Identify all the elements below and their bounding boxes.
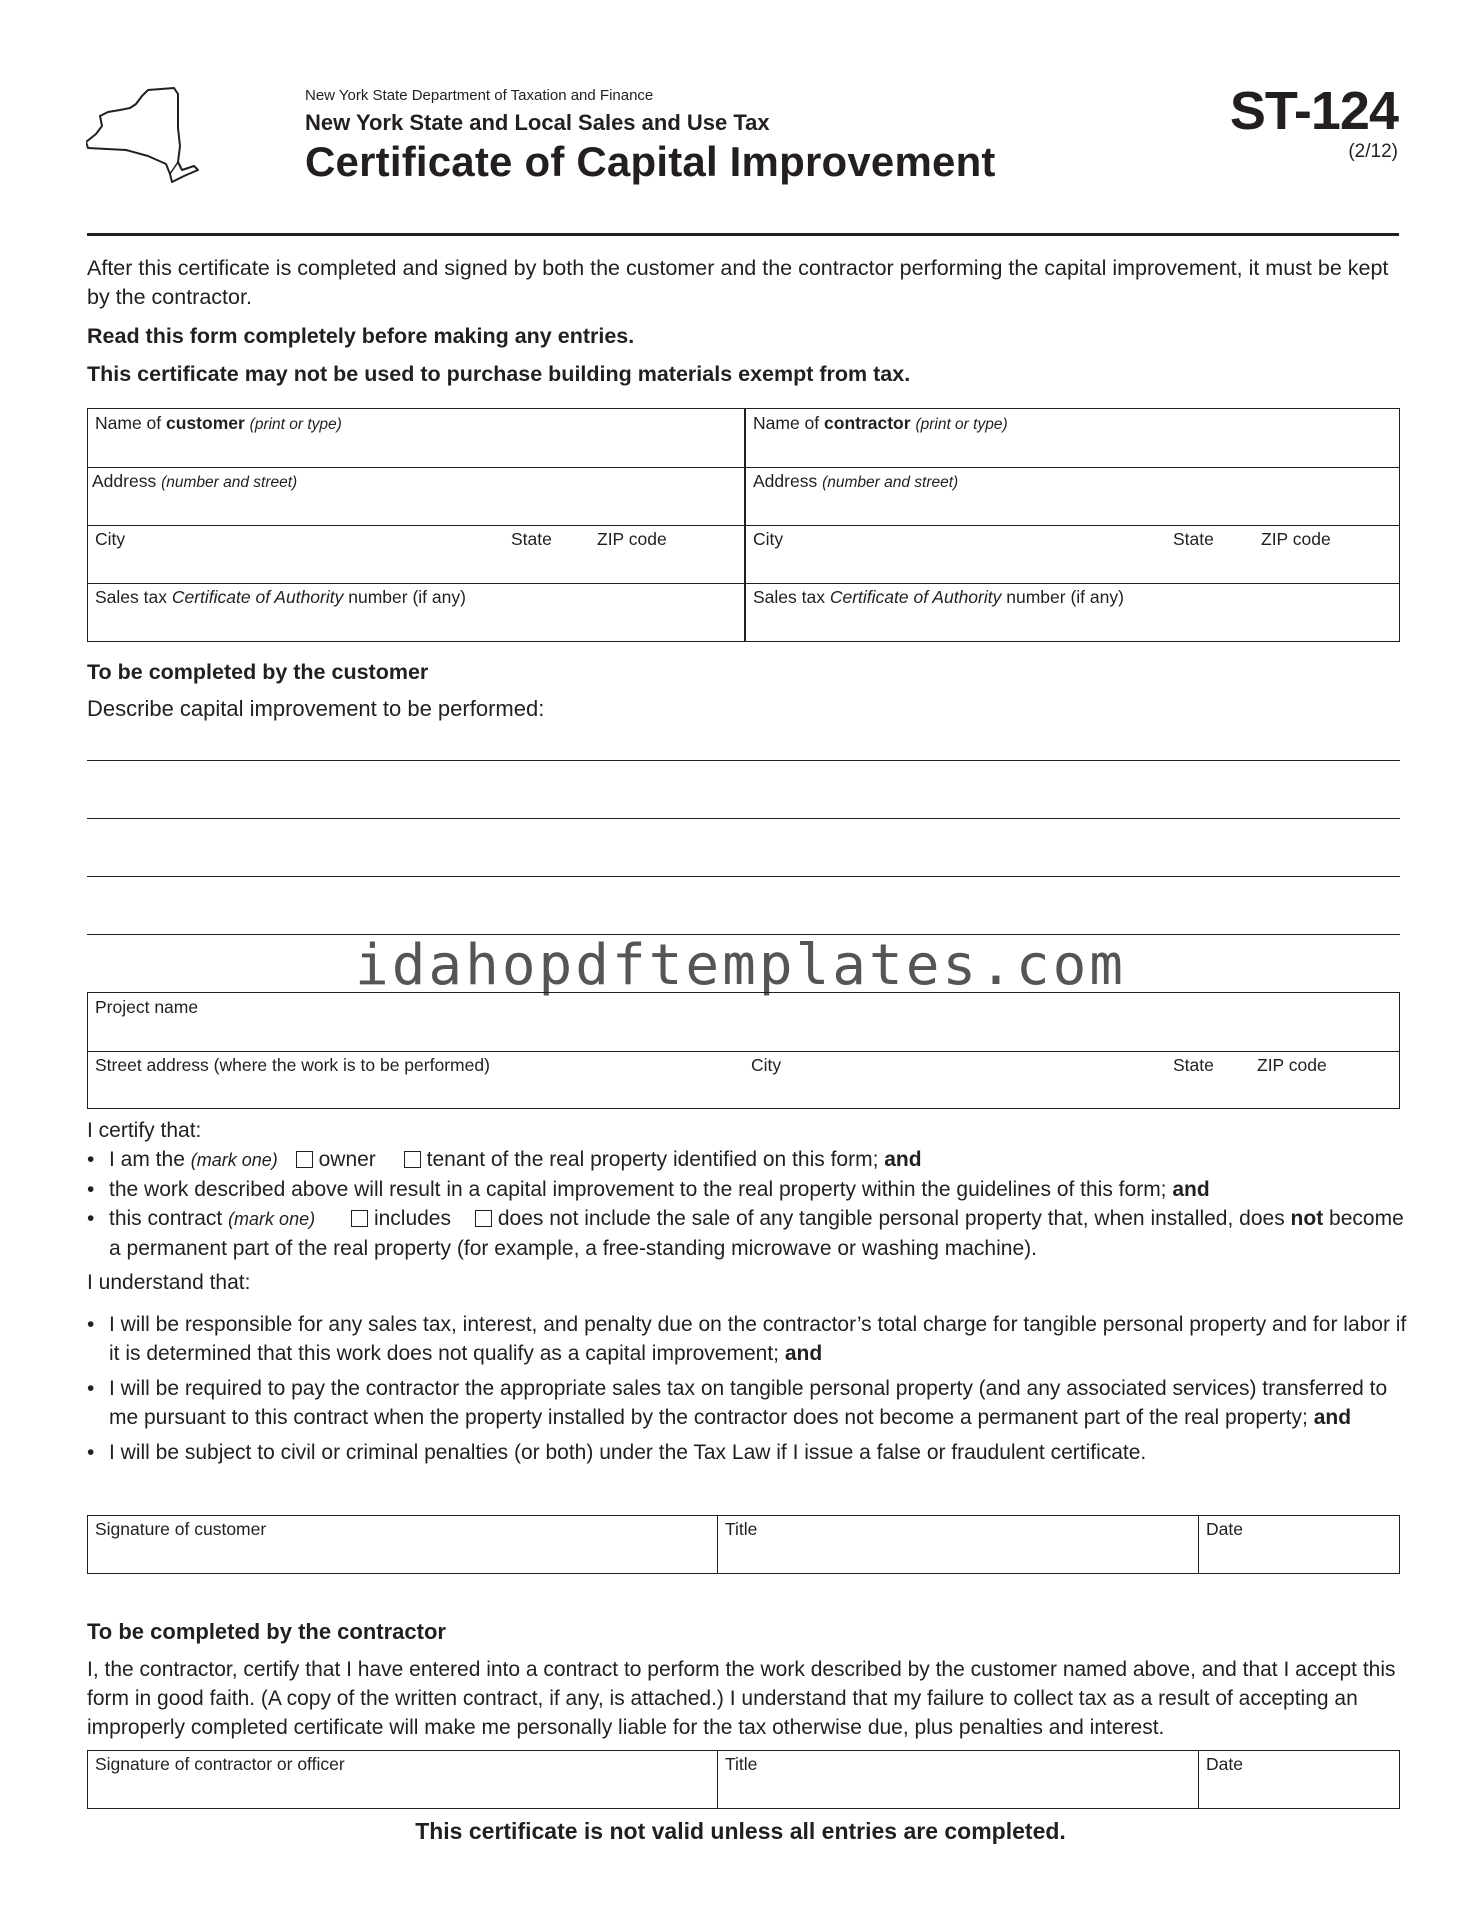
- description-line-2[interactable]: [87, 818, 1400, 819]
- customer-name-field[interactable]: [88, 409, 744, 467]
- intro-text: After this certificate is completed and signed by both the customer and the contractor performing the capital improvement, it must be kept by the contractor.: [87, 256, 1389, 309]
- label-text: Address: [753, 471, 818, 491]
- understand-item-penalties: [87, 1438, 1407, 1467]
- form-revision: (2/12): [1348, 141, 1398, 162]
- label-text: Title: [725, 1754, 758, 1774]
- validity-notice: This certificate is not valid unless all entries are completed.: [415, 1818, 1066, 1844]
- not-include-label: does not include the sale of any tangible personal property that, when installed, does: [497, 1207, 1285, 1230]
- party-info-grid: [87, 408, 1400, 642]
- label-text: contractor: [824, 413, 911, 433]
- certify-item-contract: [87, 1204, 1407, 1263]
- not-include-checkbox[interactable]: [475, 1210, 492, 1227]
- form-title: Certificate of Capital Improvement: [305, 138, 996, 185]
- description-line-3[interactable]: [87, 876, 1400, 877]
- owner-checkbox[interactable]: [296, 1151, 313, 1168]
- watermark: idahopdftemplates.com: [354, 933, 1126, 998]
- label-text: Date: [1206, 1519, 1243, 1539]
- header-divider: [87, 233, 1399, 236]
- agency-name: New York State Department of Taxation and Finance: [305, 87, 654, 104]
- customer-section-heading: To be completed by the customer: [87, 660, 429, 684]
- contractor-section-heading: To be completed by the contractor: [87, 1619, 446, 1644]
- tenant-label: tenant of the real property identified on this form;: [426, 1148, 879, 1171]
- certify-list: [87, 1145, 1407, 1263]
- contractor-city-field[interactable]: [746, 525, 1146, 583]
- item-text: this contract: [109, 1207, 223, 1230]
- customer-city-field[interactable]: [88, 525, 488, 583]
- label-text: Project name: [95, 997, 199, 1017]
- contractor-signature-grid: [87, 1750, 1400, 1809]
- label-text: customer: [166, 413, 245, 433]
- contractor-state-field[interactable]: [1166, 525, 1246, 583]
- label-text: State: [511, 529, 552, 549]
- label-text: Certificate of Authority: [171, 587, 344, 607]
- mark-one-hint: (mark one): [228, 1209, 316, 1229]
- and-text: and: [1172, 1178, 1210, 1201]
- label-text: number (if any): [348, 587, 466, 607]
- label-text: State: [1173, 529, 1214, 549]
- item-text: I am the: [109, 1148, 185, 1171]
- customer-signature-field[interactable]: [88, 1516, 718, 1573]
- contractor-certification-text: I, the contractor, certify that I have entered into a contract to perform the work described by the customer named above, and that I accept this form in good faith. (A copy of the written contract, if any, is attached.) I understand that my failure to collect tax as a result of accepting an improperly completed certificate will make me personally liable for the tax otherwise due, plus penalties and interest.: [87, 1658, 1396, 1739]
- read-notice: Read this form completely before making any entries.: [87, 324, 635, 348]
- label-text: Sales tax: [753, 587, 825, 607]
- label-text: ZIP code: [1261, 529, 1331, 549]
- item-text: I will be required to pay the contractor the appropriate sales tax on tangible personal property (and any associated services) transferred to me pursuant to this contract when the property installed by the contractor does not become a permanent part of the real property;: [109, 1377, 1388, 1429]
- contractor-zip-field[interactable]: [1254, 525, 1394, 583]
- customer-zip-field[interactable]: [590, 525, 740, 583]
- ny-state-outline-icon: [86, 86, 206, 186]
- label-text: number (if any): [1006, 587, 1124, 607]
- form-number: ST-124: [1229, 81, 1398, 141]
- label-hint: (print or type): [249, 416, 342, 433]
- contractor-coa-field[interactable]: [746, 583, 1399, 641]
- project-street-field[interactable]: [88, 1051, 728, 1108]
- label-text: Signature of customer: [95, 1519, 267, 1539]
- understand-list: [87, 1310, 1407, 1467]
- project-zip-field[interactable]: [1250, 1051, 1390, 1108]
- contractor-date-field[interactable]: [1199, 1751, 1399, 1808]
- understand-intro: I understand that:: [87, 1271, 251, 1294]
- understand-item-payment: [87, 1374, 1407, 1432]
- item-text: I will be responsible for any sales tax, interest, and penalty due on the contractor’s total charge for tangible personal property and for labor if it is determined that this work does not qualify as a capital improvement;: [109, 1313, 1407, 1365]
- label-text: City: [95, 529, 126, 549]
- materials-notice: This certificate may not be used to purchase building materials exempt from tax.: [87, 362, 911, 386]
- project-name-field[interactable]: [88, 993, 1399, 1051]
- not-text: not: [1290, 1207, 1324, 1230]
- and-text: and: [784, 1342, 823, 1365]
- item-text: become a permanent part of the real property (for example, a free-standing microwave or washing machine).: [109, 1207, 1404, 1260]
- customer-signature-grid: [87, 1515, 1400, 1574]
- certify-item-ownership: [87, 1145, 1407, 1175]
- item-text: the work described above will result in a capital improvement to the real property within the guidelines of this form;: [109, 1178, 1167, 1201]
- and-text: and: [884, 1148, 922, 1171]
- certify-intro: I certify that:: [87, 1119, 202, 1142]
- contractor-title-field[interactable]: [718, 1751, 1199, 1808]
- project-grid: [87, 992, 1400, 1109]
- description-line-1[interactable]: [87, 760, 1400, 761]
- project-city-field[interactable]: [744, 1051, 1144, 1108]
- item-text: I will be subject to civil or criminal penalties (or both) under the Tax Law if I issue a false or fraudulent certificate.: [109, 1441, 1147, 1464]
- label-text: Certificate of Authority: [829, 587, 1002, 607]
- owner-label: owner: [318, 1148, 376, 1171]
- label-text: City: [751, 1055, 782, 1075]
- mark-one-hint: (mark one): [190, 1150, 278, 1170]
- customer-address-field[interactable]: [88, 467, 744, 525]
- and-text: and: [1313, 1406, 1352, 1429]
- label-hint: (number and street): [822, 474, 959, 491]
- describe-label: Describe capital improvement to be performed:: [87, 696, 545, 721]
- label-text: Address: [92, 471, 157, 491]
- label-text: Name of: [753, 413, 820, 433]
- contractor-address-field[interactable]: [746, 467, 1399, 525]
- label-text: Street address (where the work is to be performed): [95, 1055, 490, 1075]
- contractor-name-field[interactable]: [746, 409, 1399, 467]
- form-subtitle: New York State and Local Sales and Use Tax: [305, 110, 770, 135]
- label-hint: (number and street): [161, 474, 298, 491]
- label-text: ZIP code: [1257, 1055, 1327, 1075]
- customer-date-field[interactable]: [1199, 1516, 1399, 1573]
- project-state-field[interactable]: [1166, 1051, 1246, 1108]
- understand-item-responsibility: [87, 1310, 1407, 1368]
- customer-title-field[interactable]: [718, 1516, 1199, 1573]
- label-text: Signature of contractor or officer: [95, 1754, 345, 1774]
- label-text: Date: [1206, 1754, 1243, 1774]
- label-text: City: [753, 529, 784, 549]
- label-text: Sales tax: [95, 587, 167, 607]
- tenant-checkbox[interactable]: [404, 1151, 421, 1168]
- contractor-signature-field[interactable]: [88, 1751, 718, 1808]
- label-hint: (print or type): [915, 416, 1008, 433]
- includes-label: includes: [373, 1207, 451, 1230]
- label-text: Title: [725, 1519, 758, 1539]
- label-text: ZIP code: [597, 529, 667, 549]
- certify-item-improvement: [87, 1175, 1407, 1204]
- label-text: Name of: [95, 413, 162, 433]
- customer-coa-field[interactable]: [88, 583, 744, 641]
- includes-checkbox[interactable]: [351, 1210, 368, 1227]
- customer-state-field[interactable]: [504, 525, 584, 583]
- label-text: State: [1173, 1055, 1214, 1075]
